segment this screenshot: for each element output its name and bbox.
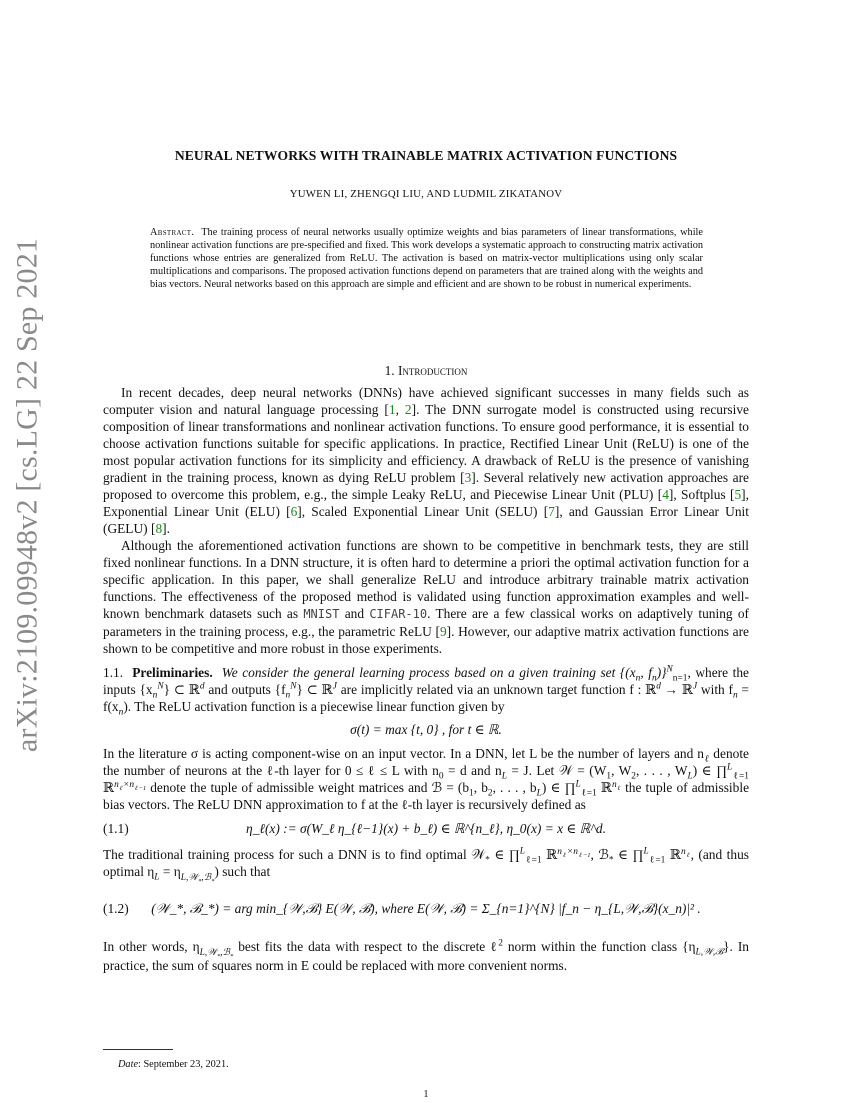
citation-link[interactable]: 5 — [734, 487, 742, 502]
section-heading-introduction: 1. Introduction — [384, 363, 468, 378]
equation-1-1 — [103, 820, 749, 840]
other-words-paragraph: In other words, $\eta_{L,𝒲_*,ℬ_*}$ best fits the data with respect to the discrete ℓ$^2$ norm within the function class $\{\eta_{L,𝒲,ℬ}\}$. In practice, the sum of squares norm in E could be replaced with more convenient norms. — [103, 938, 749, 973]
citation-link[interactable]: 9 — [439, 624, 447, 639]
citation-link[interactable]: 3 — [464, 470, 472, 485]
equation-relu-body: σ(t) = max {t, 0} , for t ∈ ℝ. — [350, 722, 502, 737]
equation-relu — [103, 721, 749, 741]
intro-paragraph-1: In recent decades, deep neural networks (DNNs) have achieved significant successes in many fields such as computer vision and natural language processing [1, 2]. The DNN surrogate model is constructed using recursive composition of linear transformations and nonlinear activation functions. To ensure good performance, it is essential to choose activation functions suitable for specific applications. In practice, Rectified Linear Unit (ReLU) is one of the most popular activation functions for its simplicity and efficiency. A drawback of ReLU is the presence of vanishing gradient in the training process, known as dying ReLU problem [3]. Several relatively new activation approaches are proposed to overcome this problem, e.g., the simple Leaky ReLU, and Piecewise Linear Unit (PLU) [4], Softplus [5], Exponential Linear Unit (ELU) [6], Scaled Exponential Linear Unit (SELU) [7], and Gaussian Error Linear Unit (GELU) [8]. — [103, 385, 749, 536]
citation-link[interactable]: 2 — [404, 402, 412, 417]
footnote-date: Date: September 23, 2021. — [118, 1059, 229, 1070]
equation-label: (1.2) — [103, 901, 129, 916]
subsection-number: 1.1. — [103, 665, 124, 680]
footnote-rule — [103, 1049, 173, 1050]
citation-link[interactable]: 1 — [388, 402, 396, 417]
arxiv-sidebar-stamp — [4, 237, 50, 753]
abstract-text: The training process of neural networks usually optimize weights and bias parameters of linear transformations, while nonlinear activation functions are pre-specified and fixed. This work develops a systematic approach to constructing matrix activation functions whose entries are generalized from ReLU. The activation is based on matrix-vector multiplications using only scalar multiplications and comparisons. The proposed activation functions depend on parameters that are trained along with the weights and bias vectors. Neural networks based on this approach are simple and efficient and are shown to be robust in numerical experiments. — [150, 227, 703, 291]
page-number: 1 — [423, 1089, 429, 1100]
citation-link[interactable]: 4 — [662, 487, 669, 502]
equation-1-2-body: (𝒲_*, ℬ_*) = arg min_{𝒲,ℬ} E(𝒲, ℬ), where E(𝒲, ℬ) = Σ_{n=1}^{N} |f_n − η_{L,𝒲,ℬ}(x_n)|² . — [151, 901, 701, 916]
citation-link[interactable]: 8 — [155, 521, 163, 536]
citation-link[interactable]: 7 — [548, 504, 555, 519]
equation-label: (1.1) — [103, 821, 129, 836]
intro-paragraph-2: Although the aforementioned activation functions are shown to be competitive in benchmark tests, they are still fixed nonlinear functions. In a DNN structure, it is often hard to determine a priori the optimal activation function for a specific application. In this paper, we shall generalize ReLU and introduce arbitrary trainable matrix activation functions. The effectiveness of the proposed method is validated using function approximation examples and well-known benchmark datasets such as MNIST and CIFAR-10. There are a few classical works on adaptively tuning of parameters in the training process, e.g., the parametric ReLU [9]. However, our adaptive matrix activation functions are shown to be competitive and more robust in those experiments. — [103, 538, 750, 656]
training-paragraph: The traditional training process for such a DNN is to find optimal 𝒲$_*$ ∈ ∏$^L_{\ell=1}$ ℝ$^{n_\ell\times n_{\ell-1}}$, ℬ$_*$ ∈ ∏$^L_{\ell=1}$ ℝ$^{n_\ell}$, (and thus optimal $\eta_L = \eta_{L,𝒲_*,ℬ_*}$) such that — [103, 846, 749, 885]
equation-1-2 — [103, 900, 749, 920]
abstract — [150, 226, 703, 291]
layers-paragraph: In the literature σ is acting component-wise on an input vector. In a DNN, let L be the number of layers and $n_\ell$ denote the number of neurons at the ℓ-th layer for 0 ≤ ℓ ≤ L with $n_0 = d$ and $n_L = J$. Let 𝒲 = ($W_1$, $W_2$, . . . , $W_L$) ∈ ∏$^L_{\ell=1}$ ℝ$^{n_\ell\times n_{\ell-1}}$ denote the tuple of admissible weight matrices and ℬ = ($b_1$, $b_2$, . . . , $b_L$) ∈ ∏$^L_{\ell=1}$ ℝ$^{n_\ell}$ the tuple of admissible bias vectors. The ReLU DNN approximation to f at the ℓ-th layer is recursively defined as — [103, 746, 750, 812]
equation-1-1-body: η_ℓ(x) := σ(W_ℓ η_{ℓ−1}(x) + b_ℓ) ∈ ℝ^{n_ℓ}, η_0(x) = x ∈ ℝ^d. — [246, 821, 606, 836]
intro-body — [103, 384, 749, 657]
arxiv-id: arXiv:2109.09948v2 [cs.LG] 22 Sep 2021 — [10, 237, 44, 753]
paper-authors: YUWEN LI, ZHENGQI LIU, AND LUDMIL ZIKATANOV — [289, 188, 563, 200]
citation-link[interactable]: 6 — [290, 504, 298, 519]
paper-title: NEURAL NETWORKS WITH TRAINABLE MATRIX ACTIVATION FUNCTIONS — [174, 148, 678, 163]
dataset-mnist: MNIST — [303, 607, 340, 621]
preliminaries-paragraph: 1.1. Preliminaries. We consider the general learning process based on a given training set {($x_n$, $f_n)\}^N_{n=1}$, where the inputs $\{x_n^N\}$ ⊂ ℝ$^d$ and outputs $\{f_n^N\}$ ⊂ ℝ$^J$ are implicitly related via an unknown target function f : ℝ$^d$ → ℝ$^J$ with $f_n = f(x_n)$. The ReLU activation function is a piecewise linear function given by — [103, 664, 749, 718]
subsection-heading: Preliminaries. — [132, 665, 213, 680]
section-title: Introduction — [397, 363, 468, 378]
abstract-heading: Abstract. — [150, 227, 195, 238]
dataset-cifar: CIFAR-10 — [369, 607, 428, 621]
